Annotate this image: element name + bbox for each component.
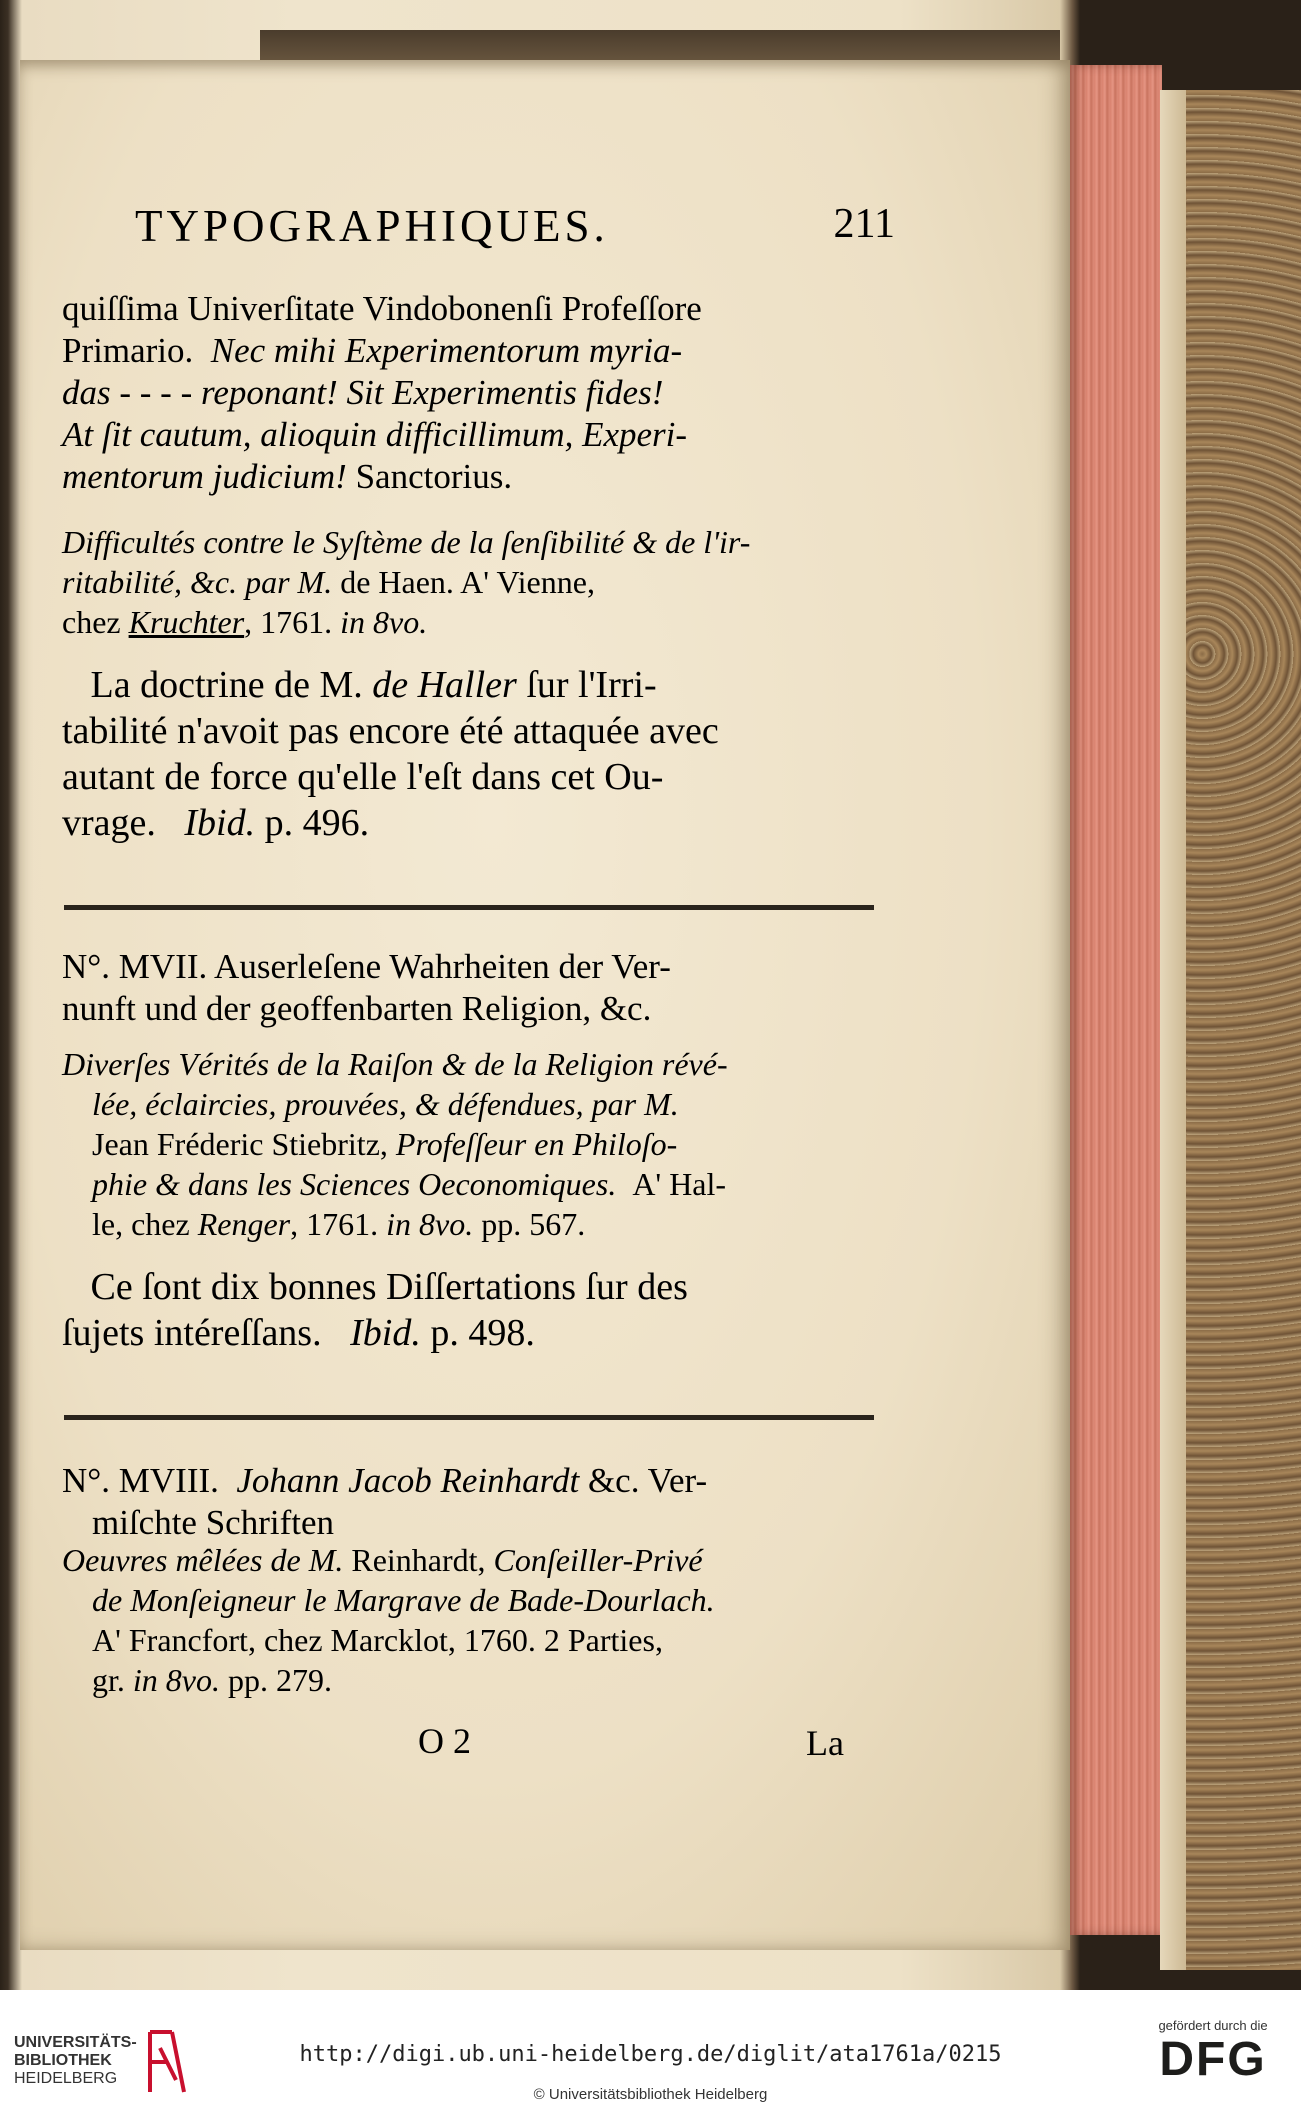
- funder-badge: [1143, 2018, 1283, 2087]
- library-name-line1: UNIVERSITÄTS-: [14, 2034, 137, 2051]
- permalink-url[interactable]: http://digi.ub.uni-heidelberg.de/diglit/ata1761a/0215: [299, 2042, 1002, 2067]
- text-line: A' Francfort, chez Marcklot, 1760. 2 Parties,: [92, 1622, 663, 1658]
- text-line: mentorum judicium! Sanctorius.: [62, 457, 513, 496]
- catchword: La: [806, 1723, 844, 1763]
- library-name-line2: BIBLIOTHEK: [14, 2052, 112, 2069]
- paragraph-1: [62, 288, 874, 498]
- page-edges: [1070, 65, 1162, 1935]
- entry-2: [62, 1044, 874, 1244]
- library-name-line3: HEIDELBERG: [14, 2070, 118, 2087]
- entry-3: [62, 1540, 874, 1700]
- text-line: quiſſima Univerſitate Vindobonenſi Profeſſore: [62, 289, 702, 328]
- section-divider: [64, 1415, 874, 1420]
- funder-logo: DFG: [1159, 2033, 1267, 2086]
- text-line: N°. MVIII. Johann Jacob Reinhardt &c. Ver-: [62, 1461, 708, 1500]
- text-line: At ſit cautum, alioquin difficillimum, Experi-: [62, 415, 688, 454]
- running-head-title: TYPOGRAPHIQUES.: [135, 201, 609, 251]
- text-line: Diverſes Vérités de la Raiſon & de la Religion révé-: [62, 1046, 728, 1082]
- running-head: [135, 200, 895, 250]
- text-line: ritabilité, &c. par M. de Haen. A' Vienne,: [62, 564, 595, 600]
- text-line: chez Kruchter, 1761. in 8vo.: [62, 604, 428, 640]
- text-line: phie & dans les Sciences Oeconomiques. A' Hal-: [92, 1166, 727, 1202]
- comment-2: [62, 1264, 874, 1356]
- item-mviii-heading: [62, 1460, 874, 1544]
- text-line: Jean Fréderic Stiebritz, Profeſſeur en Philoſo-: [92, 1126, 678, 1162]
- text-line: Difficultés contre le Syſtème de la ſenſibilité & de l'ir-: [62, 524, 751, 560]
- text-line: La doctrine de M. de Haller ſur l'Irri-: [90, 664, 657, 706]
- text-line: le, chez Renger, 1761. in 8vo. pp. 567.: [92, 1206, 586, 1242]
- text-line: miſchte Schriften: [92, 1503, 335, 1542]
- text-line: tabilité n'avoit pas encore été attaquée avec: [62, 710, 719, 752]
- text-line: gr. in 8vo. pp. 279.: [92, 1662, 332, 1698]
- funder-note: gefördert durch die: [1158, 2018, 1268, 2033]
- text-line: vrage. Ibid. p. 496.: [62, 802, 370, 844]
- page-number: 211: [833, 201, 895, 247]
- text-line: Primario. Nec mihi Experimentorum myria-: [62, 331, 683, 370]
- text-line: nunft und der geoffenbarten Religion, &c.: [62, 989, 652, 1028]
- comment-1: [62, 662, 874, 846]
- text-line: Oeuvres mêlées de M. Reinhardt, Conſeiller-Privé: [62, 1542, 703, 1578]
- cover-inner-edge: [1160, 90, 1186, 1970]
- text-line: de Monſeigneur le Margrave de Bade-Dourlach.: [92, 1582, 715, 1618]
- item-mvii-heading: [62, 946, 874, 1030]
- text-line: das - - - - reponant! Sit Experimentis fides!: [62, 373, 664, 412]
- text-line: Ce ſont dix bonnes Diſſertations ſur des: [90, 1266, 688, 1308]
- section-divider: [64, 905, 874, 910]
- text-line: N°. MVII. Auserleſene Wahrheiten der Ver-: [62, 947, 671, 986]
- text-line: ſujets intéreſſans. Ibid. p. 498.: [62, 1312, 535, 1354]
- viewer-footer: [0, 1990, 1301, 2122]
- copyright-notice: © Universitätsbibliothek Heidelberg: [533, 2086, 768, 2103]
- entry-1: [62, 522, 874, 642]
- text-line: autant de force qu'elle l'eſt dans cet Ou-: [62, 756, 664, 798]
- text-line: lée, éclaircies, prouvées, & défendues, par M.: [92, 1086, 679, 1122]
- signature-mark: O 2: [418, 1721, 471, 1761]
